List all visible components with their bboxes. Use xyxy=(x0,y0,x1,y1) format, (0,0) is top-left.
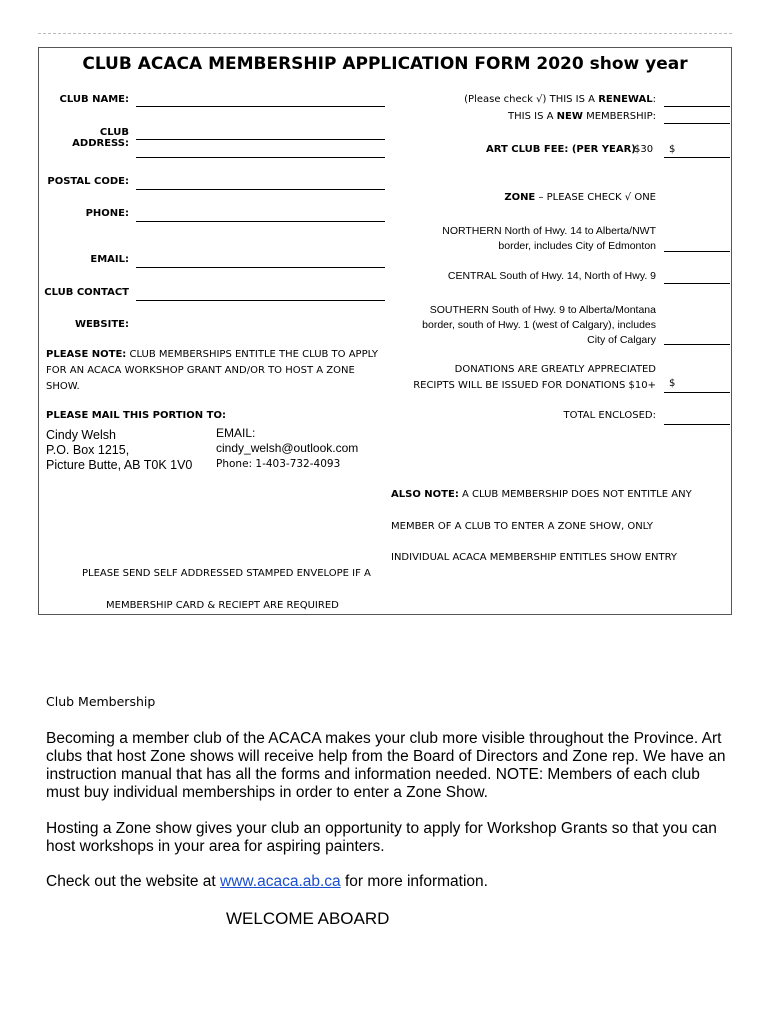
also-note-text1: A CLUB MEMBERSHIP DOES NOT ENTITLE ANY xyxy=(458,489,692,500)
new-membership-label xyxy=(400,111,656,122)
club-address-field-2[interactable] xyxy=(136,157,385,158)
mail-phone: Phone: 1-403-732-4093 xyxy=(216,458,341,470)
please-note-line3: SHOW. xyxy=(46,381,80,392)
zone-heading xyxy=(400,192,656,203)
fee-label: ART CLUB FEE: (PER YEAR) xyxy=(486,144,636,155)
mail-email-label: EMAIL: xyxy=(216,426,256,440)
welcome-text: WELCOME ABOARD xyxy=(226,909,390,928)
please-note-label: PLEASE NOTE: xyxy=(46,349,127,360)
donations-line1: DONATIONS ARE GREATLY APPRECIATED xyxy=(454,364,656,375)
donation-dollar-sign: $ xyxy=(669,378,676,389)
new-bold: NEW xyxy=(556,111,583,122)
southern-line2: border, south of Hwy. 1 (west of Calgary), includes xyxy=(422,319,656,331)
southern-line3: City of Calgary xyxy=(587,334,656,346)
club-address-label: CLUB ADDRESS: xyxy=(72,127,129,149)
also-note-line1 xyxy=(391,489,692,500)
renewal-check-field[interactable] xyxy=(664,106,730,107)
mail-city: Picture Butte, AB T0K 1V0 xyxy=(46,458,193,472)
envelope-note-line1: PLEASE SEND SELF ADDRESSED STAMPED ENVELOPE IF A xyxy=(82,568,371,579)
new-membership-check-field[interactable] xyxy=(664,123,730,124)
fee-amount: $30 xyxy=(634,144,654,155)
website-link[interactable]: www.acaca.ab.ca xyxy=(220,873,341,890)
email-field[interactable] xyxy=(136,267,385,268)
zone-bold: ZONE xyxy=(504,192,536,203)
southern-line1: SOUTHERN South of Hwy. 9 to Alberta/Montana xyxy=(429,304,656,316)
form-title: CLUB ACACA MEMBERSHIP APPLICATION FORM 2020 show year xyxy=(82,54,688,74)
mail-po-box: P.O. Box 1215, xyxy=(46,443,130,457)
zone-rest: – PLEASE CHECK √ ONE xyxy=(535,192,656,203)
donation-field[interactable] xyxy=(664,392,730,393)
postal-code-field[interactable] xyxy=(136,189,385,190)
website-label: WEBSITE: xyxy=(74,319,129,330)
northern-line2: border, includes City of Edmonton xyxy=(498,240,656,252)
mail-email[interactable]: cindy_welsh@outlook.com xyxy=(216,441,359,455)
renewal-post: : xyxy=(652,94,656,105)
also-note-label: ALSO NOTE: xyxy=(391,489,459,500)
please-note-line1: CLUB MEMBERSHIPS ENTITLE THE CLUB TO APPLY xyxy=(126,349,378,360)
mail-heading: PLEASE MAIL THIS PORTION TO: xyxy=(46,410,226,421)
envelope-note-line2: MEMBERSHIP CARD & RECIEPT ARE REQUIRED xyxy=(106,600,339,611)
info-para3-pre: Check out the website at xyxy=(46,873,221,890)
info-para3-post: for more information. xyxy=(340,873,488,890)
email-label: EMAIL: xyxy=(90,254,129,265)
total-enclosed-label: TOTAL ENCLOSED: xyxy=(563,410,656,421)
new-pre: THIS IS A xyxy=(508,111,557,122)
info-para1: Becoming a member club of the ACACA makes your club more visible throughout the Province. Art clubs that host Zone shows will receive help from the Board of Directors and Zone rep. We have an instruction manual that has all the forms and information needed. NOTE: Members of each club must buy individual memberships in order to enter a Zone Show. xyxy=(46,730,726,801)
southern-check-field[interactable] xyxy=(664,344,730,345)
renewal-label xyxy=(400,94,656,105)
zone-northern xyxy=(380,224,656,254)
renewal-bold: RENEWAL xyxy=(598,94,653,105)
fee-field[interactable] xyxy=(664,157,730,158)
also-note-line2: MEMBER OF A CLUB TO ENTER A ZONE SHOW, ONLY xyxy=(391,521,654,532)
please-note-line2: FOR AN ACACA WORKSHOP GRANT AND/OR TO HOST A ZONE xyxy=(46,365,355,376)
northern-line1: NORTHERN North of Hwy. 14 to Alberta/NWT xyxy=(442,225,656,237)
renewal-pre: (Please check √) THIS IS A xyxy=(464,94,599,105)
zone-central: CENTRAL South of Hwy. 14, North of Hwy. 9 xyxy=(447,270,656,282)
mail-address xyxy=(46,428,192,473)
phone-field[interactable] xyxy=(136,221,385,222)
please-note xyxy=(46,347,396,395)
zone-southern xyxy=(380,303,656,348)
mail-contact xyxy=(216,426,358,470)
donations-note xyxy=(380,362,656,394)
cut-line xyxy=(38,33,732,34)
mail-name: Cindy Welsh xyxy=(46,428,116,442)
club-address-field-1[interactable] xyxy=(136,139,385,140)
postal-code-label: POSTAL CODE: xyxy=(47,176,129,187)
info-para2: Hosting a Zone show gives your club an opportunity to apply for Workshop Grants so that you can host workshops in your area for aspiring painters. xyxy=(46,820,717,855)
info-para3 xyxy=(46,873,736,891)
info-heading: Club Membership xyxy=(46,694,156,709)
club-contact-label: CLUB CONTACT xyxy=(44,287,129,298)
new-post: MEMBERSHIP: xyxy=(582,111,656,122)
club-contact-field[interactable] xyxy=(136,300,385,301)
northern-check-field[interactable] xyxy=(664,251,730,252)
central-check-field[interactable] xyxy=(664,283,730,284)
donations-line2: RECIPTS WILL BE ISSUED FOR DONATIONS $10+ xyxy=(413,380,656,391)
total-enclosed-field[interactable] xyxy=(664,424,730,425)
club-name-field[interactable] xyxy=(136,106,385,107)
also-note-line3: INDIVIDUAL ACACA MEMBERSHIP ENTITLES SHOW ENTRY xyxy=(391,552,678,563)
fee-dollar-sign: $ xyxy=(669,144,676,155)
phone-label: PHONE: xyxy=(85,208,129,219)
club-name-label: CLUB NAME: xyxy=(59,94,129,105)
